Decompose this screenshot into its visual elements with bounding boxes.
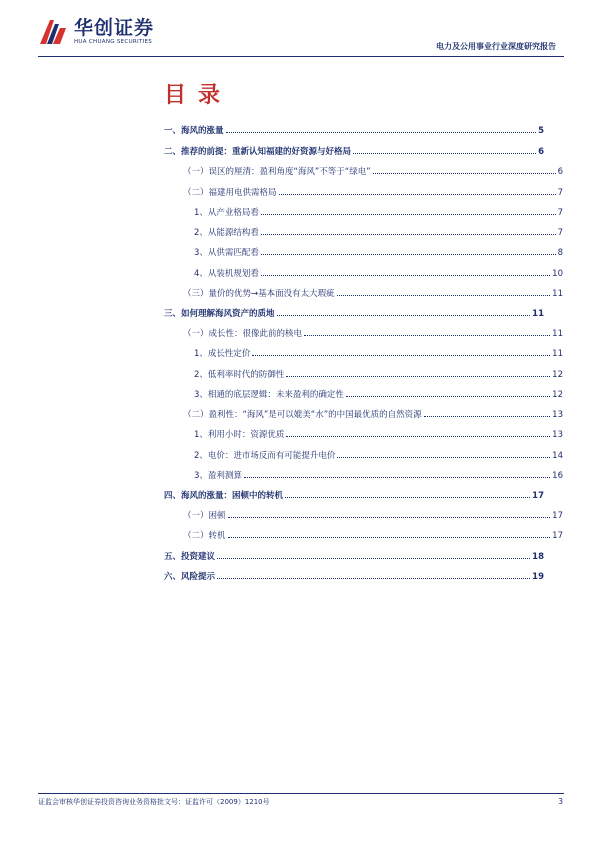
toc-entry[interactable]: （一）成长性：很像此前的核电 11: [183, 329, 563, 339]
footer-license-text: 证监会审核华创证券投资咨询业务资格批文号：证监许可（2009）1210号: [38, 798, 270, 806]
toc-entry[interactable]: 六、风险提示 19: [164, 572, 544, 582]
toc-entry[interactable]: 五、投资建议 18: [164, 552, 544, 562]
toc-entry[interactable]: 3、盈利测算 16: [194, 471, 563, 481]
toc-entry[interactable]: 4、从装机规划看 10: [194, 269, 563, 279]
toc-entry[interactable]: （二）盈利性：“海风”是可以媲美“水”的中国最优质的自然资源 13: [183, 410, 563, 420]
toc-entry[interactable]: 三、如何理解海风资产的质地 11: [164, 309, 544, 319]
page-number: 3: [558, 797, 563, 806]
logo-english-name: HUA CHUANG SECURITIES: [74, 38, 153, 45]
toc-entry[interactable]: （一）误区的厘清：盈利角度“海风”不等于“绿电” 6: [183, 167, 563, 177]
toc-entry[interactable]: 2、从能源结构看 7: [194, 228, 563, 238]
report-title: 电力及公用事业行业深度研究报告: [436, 42, 556, 51]
toc-entry[interactable]: 3、相通的底层逻辑：未来盈利的确定性 12: [194, 390, 563, 400]
toc-entry[interactable]: 四、海风的涨量：困顿中的转机 17: [164, 491, 544, 501]
logo-chinese-name: 华创证券: [74, 16, 155, 39]
toc-entry[interactable]: 3、从供需匹配看 8: [194, 248, 563, 258]
toc-entry[interactable]: 1、利用小时：资源优质 13: [194, 430, 563, 440]
toc-entry[interactable]: 2、低利率时代的防御性 12: [194, 370, 563, 380]
toc-entry[interactable]: （二）转机 17: [183, 531, 563, 541]
toc-entry[interactable]: 一、海风的涨量 5: [164, 126, 544, 136]
toc-entry[interactable]: 2、电价：进市场反而有可能提升电价 14: [194, 451, 563, 461]
toc-entry[interactable]: （一）困顿 17: [183, 511, 563, 521]
toc-entry[interactable]: 二、推荐的前提：重新认知福建的好资源与好格局 6: [164, 147, 544, 157]
toc-entry[interactable]: 1、成长性定价 11: [194, 349, 563, 359]
toc-entry[interactable]: （三）量价的优势→基本面没有太大瑕疵 11: [183, 289, 563, 299]
footer-divider: [38, 793, 564, 794]
toc-heading: 目录: [164, 83, 233, 108]
toc-entry[interactable]: 1、从产业格局看 7: [194, 208, 563, 218]
toc-entry[interactable]: （二）福建用电供需格局 7: [183, 188, 563, 198]
